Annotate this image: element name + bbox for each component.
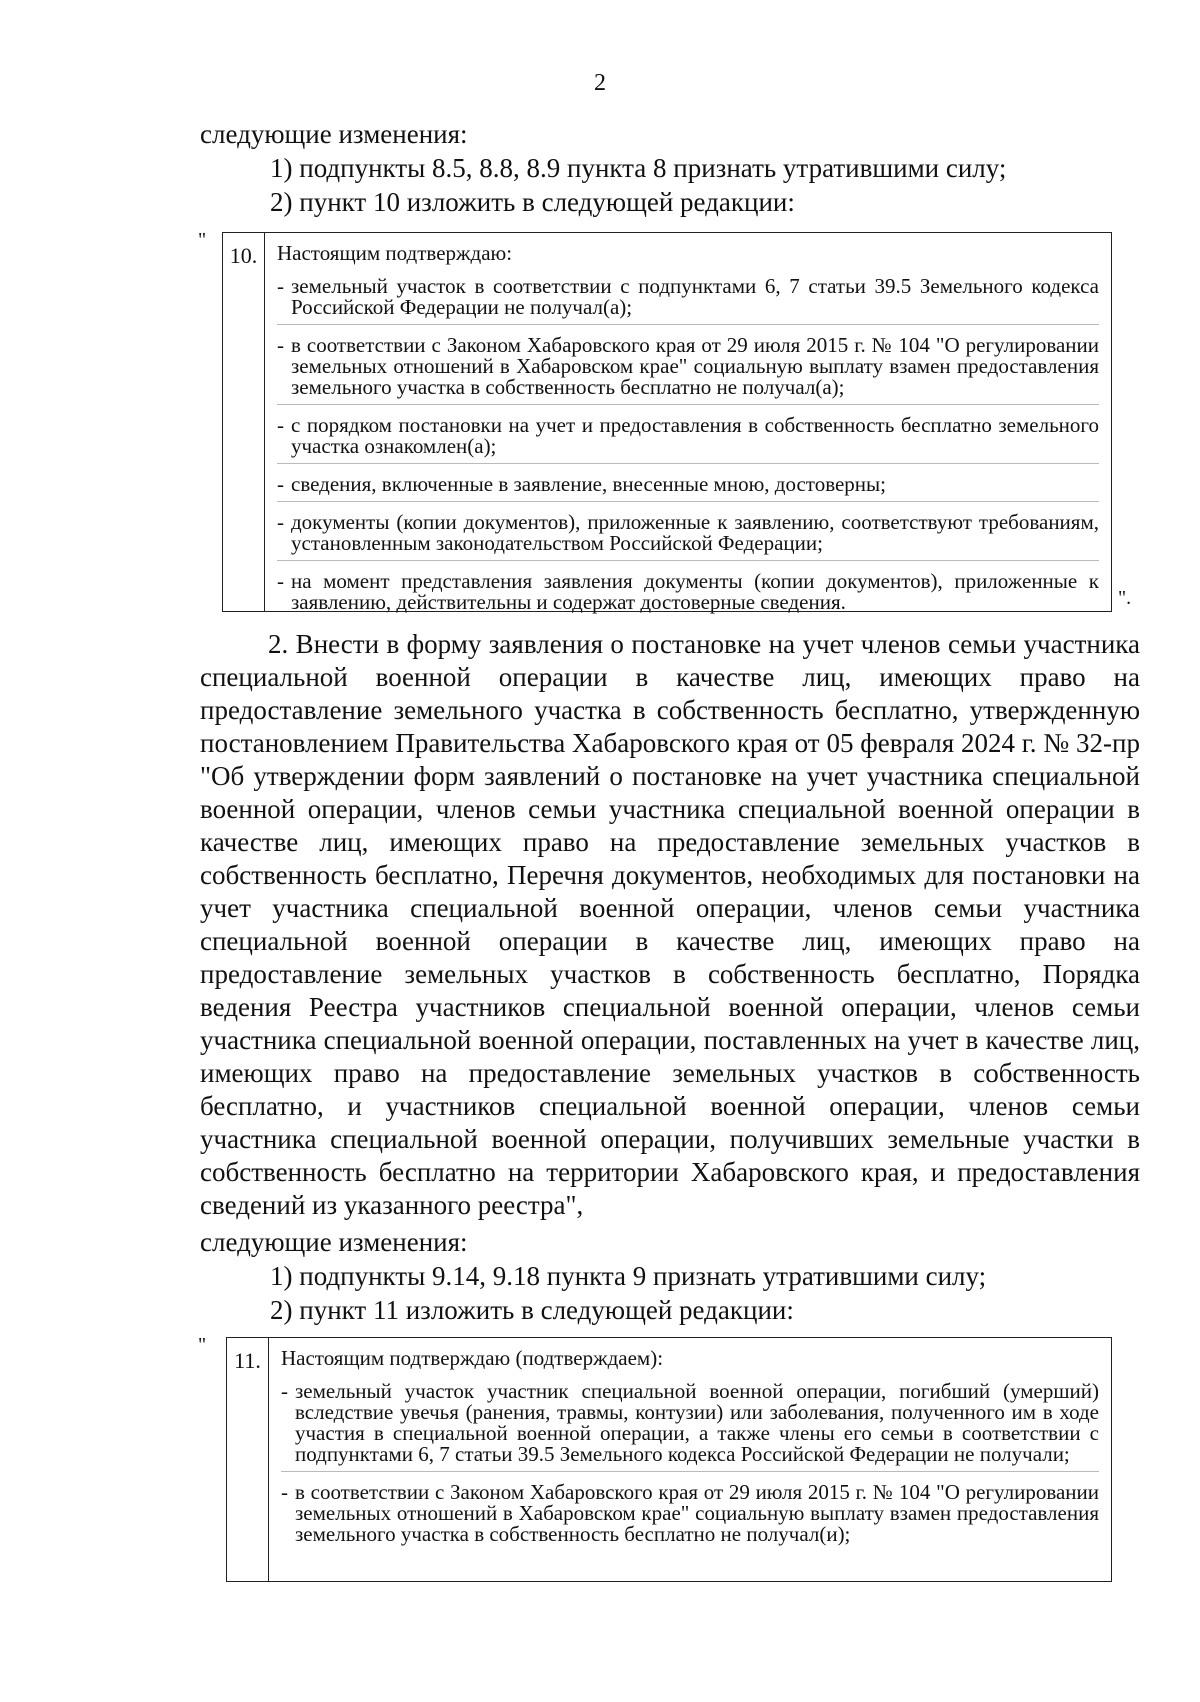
box-item-number: 11.	[227, 1338, 269, 1581]
box-bullet: - документы (копии документов), приложенные к заявлению, соответствуют требованиям, установленным законодательством Российской Федерации;	[277, 512, 1099, 561]
box-item-number: 10.	[223, 233, 265, 611]
box-lead-text: Настоящим подтверждаю:	[277, 241, 513, 265]
section1-open-quote: "	[198, 229, 207, 251]
box-content	[277, 239, 1099, 629]
box-bullet: - земельный участок участник специальной военной операции, погибший (умерший) вследствие увечья (ранения, травмы, контузии) или заболевания, полученного им в ходе участия в специальной военной операции, а также члены его семьи в соответствии с подпунктами 6, 7 статьи 39.5 Земельного кодекса Российской Федерации не получали;	[281, 1381, 1099, 1472]
section2-open-quote: "	[198, 1334, 207, 1356]
box-bullet: - на момент представления заявления документы (копии документов), приложенные к заявлению, действительны и содержат достоверные сведения.	[277, 571, 1099, 619]
box-bullet: - сведения, включенные в заявление, внесенные мною, достоверны;	[277, 474, 1099, 502]
box-content	[281, 1344, 1099, 1561]
section1-box	[222, 232, 1112, 612]
section1-intro: следующие изменения:	[200, 119, 468, 149]
box-bullet: - в соответствии с Законом Хабаровского края от 29 июля 2015 г. № 104 "О регулировании земельных отношений в Хабаровском крае" социальную выплату взамен предоставления земельного участка в собственность бесплатно не получал(а);	[277, 335, 1099, 405]
section1-item-2: 2) пункт 10 изложить в следующей редакции:	[270, 187, 795, 217]
page-number: 2	[594, 70, 606, 96]
box-bullet: - земельный участок в соответствии с подпунктами 6, 7 статьи 39.5 Земельного кодекса Российской Федерации не получал(а);	[277, 276, 1099, 325]
section1-item-1: 1) подпункты 8.5, 8.8, 8.9 пункта 8 признать утратившими силу;	[270, 153, 1007, 183]
section2-paragraph: 2. Внести в форму заявления о постановке на учет членов семьи участника специальной военной операции в качестве лиц, имеющих право на предоставление земельного участка в собственность бесплатно, утвержденную постановлением Правительства Хабаровского края от 05 февраля 2024 г. № 32-пр "Об утверждении форм заявлений о постановке на учет участника специальной военной операции, членов семьи участника специальной военной операции в качестве лиц, имеющих право на предоставление земельных участков в собственность бесплатно, Перечня документов, необходимых для постановки на учет участника специальной военной операции, членов семьи участника специальной военной операции в качестве лиц, имеющих право на предоставление земельных участков в собственность бесплатно, Порядка ведения Реестра участников специальной военной операции, членов семьи участника специальной военной операции, поставленных на учет в качестве лиц, имеющих право на предоставление земельных участков в собственность бесплатно, и участников специальной военной операции, членов семьи участника специальной военной операции, получивших земельные участки в собственность бесплатно на территории Хабаровского края, и предоставления сведений из указанного реестра",	[200, 629, 1140, 1220]
box-bullet: - с порядком постановки на учет и предоставления в собственность бесплатно земельного участка ознакомлен(а);	[277, 415, 1099, 464]
box-bullet: - в соответствии с Законом Хабаровского края от 29 июля 2015 г. № 104 "О регулировании земельных отношений в Хабаровском крае" социальную выплату взамен предоставления земельного участка в собственность бесплатно не получал(и);	[281, 1482, 1099, 1551]
box-lead-text: Настоящим подтверждаю (подтверждаем):	[281, 1346, 664, 1370]
section2-item-2: 2) пункт 11 изложить в следующей редакции:	[270, 1295, 794, 1325]
section2-box	[226, 1337, 1112, 1582]
section1-close-quote: ".	[1118, 587, 1132, 609]
section2-intro: следующие изменения:	[200, 1227, 468, 1257]
section2-item-1: 1) подпункты 9.14, 9.18 пункта 9 признать утратившими силу;	[270, 1261, 987, 1291]
